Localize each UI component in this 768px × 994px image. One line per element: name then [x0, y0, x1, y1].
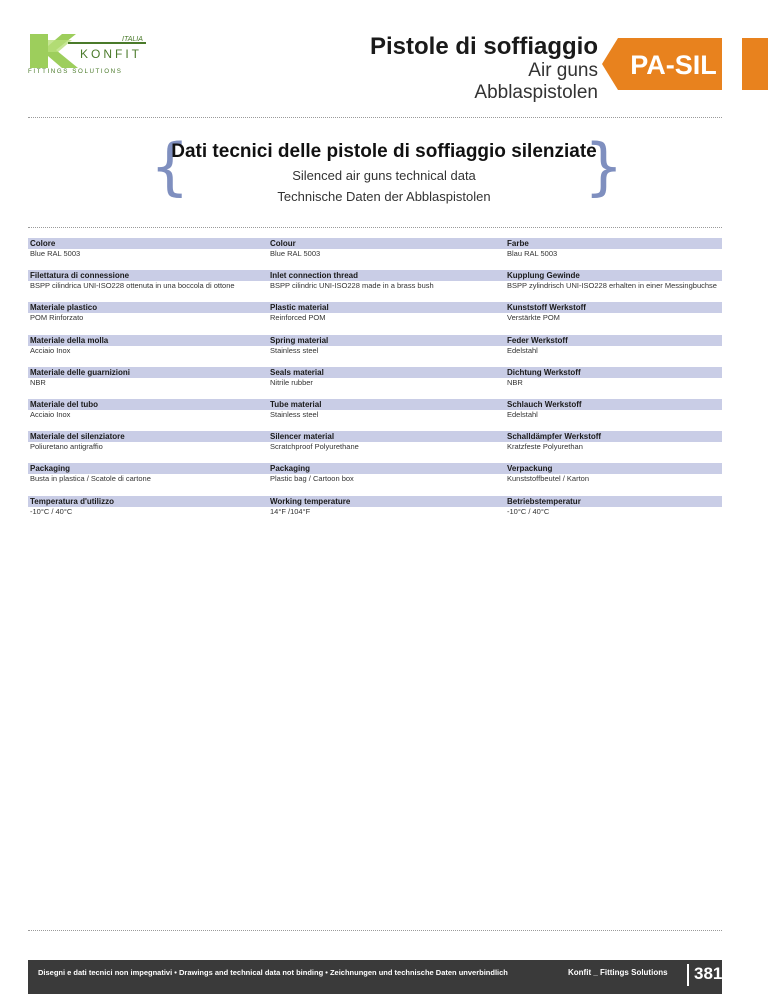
spec-row [28, 367, 722, 399]
spec-label: Verpackung [505, 463, 722, 474]
spec-label: Feder Werkstoff [505, 335, 722, 346]
title-block [370, 34, 598, 104]
spec-value: Plastic bag / Cartoon box [270, 474, 354, 484]
spec-label: Dichtung Werkstoff [505, 367, 722, 378]
spec-value: Stainless steel [270, 345, 319, 355]
spec-label: Materiale delle guarnizioni [28, 367, 268, 378]
spec-label: Materiale plastico [28, 302, 268, 313]
spec-value: Nitrile rubber [270, 377, 313, 387]
logo-tagline-text: FITTINGS SOLUTIONS [28, 68, 123, 74]
konfit-logo [28, 32, 148, 74]
spec-label: Packaging [268, 463, 505, 474]
spec-cell-it [28, 431, 268, 463]
spec-value: Busta in plastica / Scatole di cartone [30, 474, 151, 484]
spec-value: BSPP cilindrica UNI-ISO228 ottenuta in una boccola di ottone [30, 281, 235, 291]
spec-label: Temperatura d'utilizzo [28, 496, 268, 507]
spec-cell-it [28, 496, 268, 528]
spec-value: Scratchproof Polyurethane [270, 442, 359, 452]
spec-cell-it [28, 367, 268, 399]
spec-value: Kunststoffbeutel / Karton [507, 474, 589, 484]
spec-label: Colour [268, 238, 505, 249]
spec-row [28, 399, 722, 431]
spec-cell-en [268, 496, 505, 528]
spec-value: Blue RAL 5003 [30, 249, 81, 258]
spec-cell-it [28, 463, 268, 495]
spec-row [28, 496, 722, 528]
page-title: Pistole di soffiaggio [369, 33, 598, 60]
spec-value: Blue RAL 5003 [270, 249, 321, 258]
spec-cell-en [268, 399, 505, 431]
spec-cell-de [505, 270, 722, 302]
spec-row [28, 463, 722, 495]
footer-brand: Konfit _ Fittings Solutions [568, 968, 668, 977]
spec-label: Working temperature [268, 496, 505, 507]
spec-cell-en [268, 302, 505, 334]
spec-label: Schalldämpfer Werkstoff [505, 431, 722, 442]
spec-label: Farbe [505, 238, 722, 249]
page-number: 381 [694, 964, 723, 983]
spec-label: Materiale del silenziatore [28, 431, 268, 442]
spec-row [28, 270, 722, 302]
spec-value: Blau RAL 5003 [507, 249, 558, 258]
section-subtitle-en: Silenced air guns technical data [292, 168, 476, 183]
spec-value: Acciaio Inox [30, 345, 71, 355]
spec-value: POM Rinforzato [30, 313, 84, 323]
spec-value: Stainless steel [270, 409, 319, 419]
spec-label: Spring material [268, 335, 505, 346]
spec-row [28, 431, 722, 463]
spec-cell-de [505, 367, 722, 399]
spec-cell-de [505, 496, 722, 528]
spec-value: 14°F /104°F [270, 506, 311, 516]
spec-label: Kupplung Gewinde [505, 270, 722, 281]
spec-cell-de [505, 238, 722, 270]
logo-brand-text: KONFIT [80, 47, 142, 61]
spec-cell-it [28, 335, 268, 367]
side-tab [742, 38, 768, 90]
spec-label: Colore [28, 238, 268, 249]
spec-label: Betriebstemperatur [505, 496, 722, 507]
spec-row [28, 335, 722, 367]
spec-label: Materiale del tubo [28, 399, 268, 410]
footer-disclaimer: Disegni e dati tecnici non impegnativi • Drawings and technical data not binding • Zeichnungen und technische Daten unverbindlich [38, 968, 508, 977]
spec-label: Tube material [268, 399, 505, 410]
spec-value: Edelstahl [507, 409, 538, 419]
spec-cell-en [268, 367, 505, 399]
spec-cell-it [28, 302, 268, 334]
spec-cell-en [268, 431, 505, 463]
spec-value: Poliuretano antigraffio [30, 442, 103, 452]
logo-top-text: ITALIA [122, 36, 143, 43]
spec-cell-en [268, 270, 505, 302]
specs-table [28, 238, 722, 528]
divider-mid [28, 227, 722, 228]
spec-label: Materiale della molla [28, 335, 268, 346]
spec-cell-en [268, 238, 505, 270]
spec-label: Plastic material [268, 302, 505, 313]
divider-top [28, 117, 722, 118]
spec-cell-it [28, 270, 268, 302]
divider-bottom [28, 930, 722, 931]
page-subtitle-de: Abblaspistolen [474, 82, 598, 103]
page-subtitle-en: Air guns [528, 60, 598, 81]
spec-label: Seals material [268, 367, 505, 378]
spec-label: Packaging [28, 463, 268, 474]
spec-cell-en [268, 463, 505, 495]
spec-value: Reinforced POM [270, 313, 326, 323]
spec-value: Acciaio Inox [30, 409, 71, 419]
spec-value: Verstärkte POM [507, 313, 560, 323]
spec-cell-de [505, 335, 722, 367]
spec-label: Schlauch Werkstoff [505, 399, 722, 410]
spec-row [28, 238, 722, 270]
section-subtitle-de: Technische Daten der Abblaspistolen [277, 189, 491, 204]
product-tag: PA-SIL [630, 50, 717, 80]
spec-cell-de [505, 399, 722, 431]
brace-close: } [584, 130, 624, 203]
spec-value: NBR [30, 377, 46, 387]
spec-cell-de [505, 463, 722, 495]
spec-value: BSPP cilindric UNI-ISO228 made in a brass bush [270, 281, 434, 291]
spec-value: Kratzfeste Polyurethan [507, 442, 583, 452]
spec-cell-it [28, 238, 268, 270]
brace-open: { [150, 130, 190, 203]
spec-value: NBR [507, 377, 523, 387]
spec-row [28, 302, 722, 334]
spec-label: Filettatura di connessione [28, 270, 268, 281]
footer-separator [687, 964, 689, 986]
spec-value: BSPP zylindrisch UNI-ISO228 erhalten in einer Messingbuchse [507, 281, 717, 291]
spec-label: Silencer material [268, 431, 505, 442]
spec-cell-it [28, 399, 268, 431]
spec-cell-en [268, 335, 505, 367]
spec-cell-de [505, 302, 722, 334]
spec-label: Kunststoff Werkstoff [505, 302, 722, 313]
spec-cell-de [505, 431, 722, 463]
spec-value: -10°C / 40°C [507, 506, 550, 516]
spec-label: Inlet connection thread [268, 270, 505, 281]
spec-value: -10°C / 40°C [30, 506, 73, 516]
spec-value: Edelstahl [507, 345, 538, 355]
section-title: Dati tecnici delle pistole di soffiaggio silenziate [171, 141, 597, 162]
